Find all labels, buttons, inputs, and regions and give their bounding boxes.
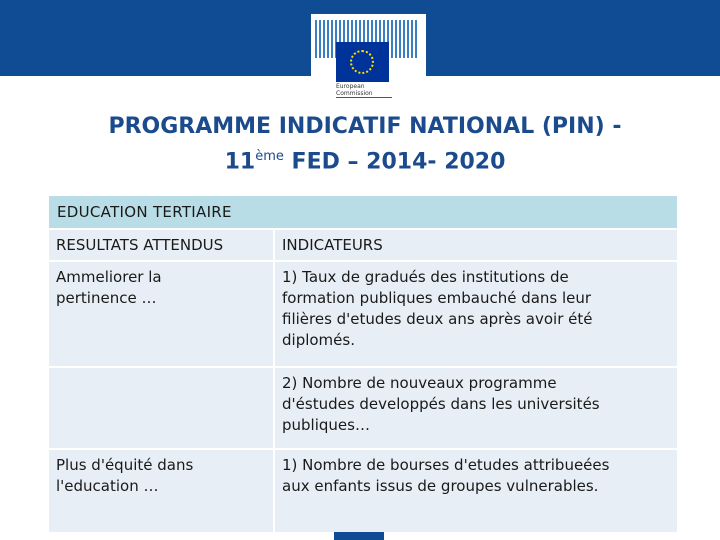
column-header-results: RESULTATS ATTENDUS: [49, 230, 273, 260]
bottom-tab-marker: [334, 532, 384, 540]
page-title: [40, 112, 690, 177]
section-header: EDUCATION TERTIAIRE: [49, 196, 677, 228]
title-fed-period: FED – 2014- 2020: [283, 149, 506, 175]
table-row: [49, 450, 677, 532]
column-header-indicators: INDICATEURS: [275, 230, 677, 260]
result-cell: [49, 368, 273, 448]
title-line-1: PROGRAMME INDICATIF NATIONAL (PIN) -: [108, 114, 622, 139]
logo-underline: [336, 97, 392, 98]
table-row: [49, 368, 677, 448]
title-fed-number: 11: [224, 149, 256, 175]
results-table: [49, 196, 677, 532]
table-row: [49, 262, 677, 366]
indicator-cell: 1) Taux de gradués des institutions de formation publiques embauché dans leur filières d'etudes deux ans après avoir été diplomés.: [275, 262, 677, 366]
indicator-cell: 1) Nombre de bourses d'etudes attribueées aux enfants issus de groupes vulnerables.: [275, 450, 677, 532]
title-superscript: ème: [255, 149, 284, 164]
result-cell: Plus d'équité dans l'education …: [49, 450, 273, 532]
title-line-2: [40, 142, 690, 177]
result-cell: Ammeliorer la pertinence …: [49, 262, 273, 366]
indicator-cell: 2) Nombre de nouveaux programme d'éstudes developpés dans les universités publiques…: [275, 368, 677, 448]
logo-caption: European Commission: [336, 83, 373, 97]
eu-stars-ring: [350, 50, 374, 74]
eu-flag-icon: [336, 42, 389, 82]
column-header-row: [49, 230, 677, 260]
european-commission-logo: [311, 14, 426, 100]
